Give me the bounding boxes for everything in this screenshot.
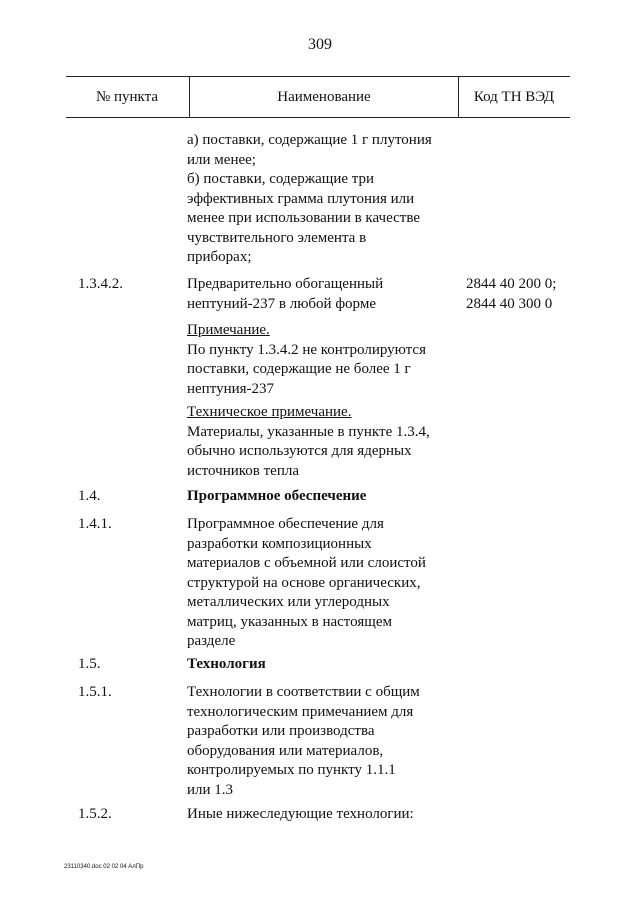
item-text-151 (187, 683, 467, 800)
text-line: оборудования или материалов, (187, 742, 384, 759)
header-name: Наименование (189, 77, 459, 117)
item-codes-1342 (466, 275, 556, 314)
item-number-141: 1.4.1. (78, 516, 112, 532)
text-line: чувствительного элемента в (187, 229, 367, 246)
text-line: источников тепла (187, 462, 299, 479)
text-line: нептуний-237 в любой форме (187, 295, 376, 312)
text-line: Материалы, указанные в пункте 1.3.4, (187, 423, 430, 440)
text-line: приборах; (187, 249, 252, 265)
text-line: контролируемых по пункту 1.1.1 (187, 762, 396, 778)
text-line: материалов с объемной или слоистой (187, 555, 426, 571)
text-line: поставки, содержащие не более 1 г (187, 361, 411, 377)
item-number-14: 1.4. (78, 488, 101, 504)
text-line: разработки или производства (187, 723, 375, 739)
item-number-152: 1.5.2. (78, 806, 112, 822)
item-number-151: 1.5.1. (78, 684, 112, 700)
item-number-15: 1.5. (78, 656, 101, 672)
section-title-technology: Технология (187, 656, 266, 672)
tn-ved-code: 2844 40 300 0 (466, 295, 553, 312)
note-block (187, 321, 467, 399)
text-line: разработки композиционных (187, 535, 372, 552)
header-number: № пункта (95, 89, 159, 105)
tech-note-heading: Техническое примечание. (187, 404, 352, 420)
text-line: или 1.3 (187, 781, 234, 798)
item-number-1342: 1.3.4.2. (78, 276, 123, 292)
text-line: эффективных грамма плутония или (187, 190, 415, 207)
text-line: или менее; (187, 151, 256, 168)
footer-filename: 23110340.doc 02 02 04 АлПр (64, 864, 144, 870)
continuation-block (187, 131, 467, 268)
text-line: Предварительно обогащенный (187, 276, 384, 292)
header-code: Код ТН ВЭД (473, 89, 555, 105)
text-line: а) поставки, содержащие 1 г плутония (187, 132, 432, 148)
item-text-152: Иные нижеследующие технологии: (187, 806, 414, 822)
text-line: По пункту 1.3.4.2 не контролируются (187, 341, 426, 358)
text-line: матриц, указанных в настоящем (187, 613, 392, 630)
section-title-software: Программное обеспечение (187, 488, 367, 504)
tn-ved-code: 2844 40 200 0; (466, 276, 557, 292)
text-line: обычно используются для ядерных (187, 443, 412, 459)
text-line: Технологии в соответствии с общим (187, 684, 420, 700)
note-heading: Примечание. (187, 322, 270, 338)
text-line: металлических или углеродных (187, 594, 390, 610)
page-number: 309 (308, 36, 332, 53)
text-line: Программное обеспечение для (187, 516, 384, 532)
item-text-1342 (187, 275, 467, 314)
text-line: нептуния-237 (187, 380, 275, 397)
text-line: б) поставки, содержащие три (187, 171, 375, 187)
text-line: менее при использовании в качестве (187, 210, 420, 226)
text-line: разделе (187, 633, 236, 649)
item-text-141 (187, 515, 467, 652)
table-header (66, 76, 570, 118)
text-line: технологическим примечанием для (187, 703, 414, 720)
tech-note-block (187, 403, 467, 481)
text-line: структурой на основе органических, (187, 574, 421, 591)
